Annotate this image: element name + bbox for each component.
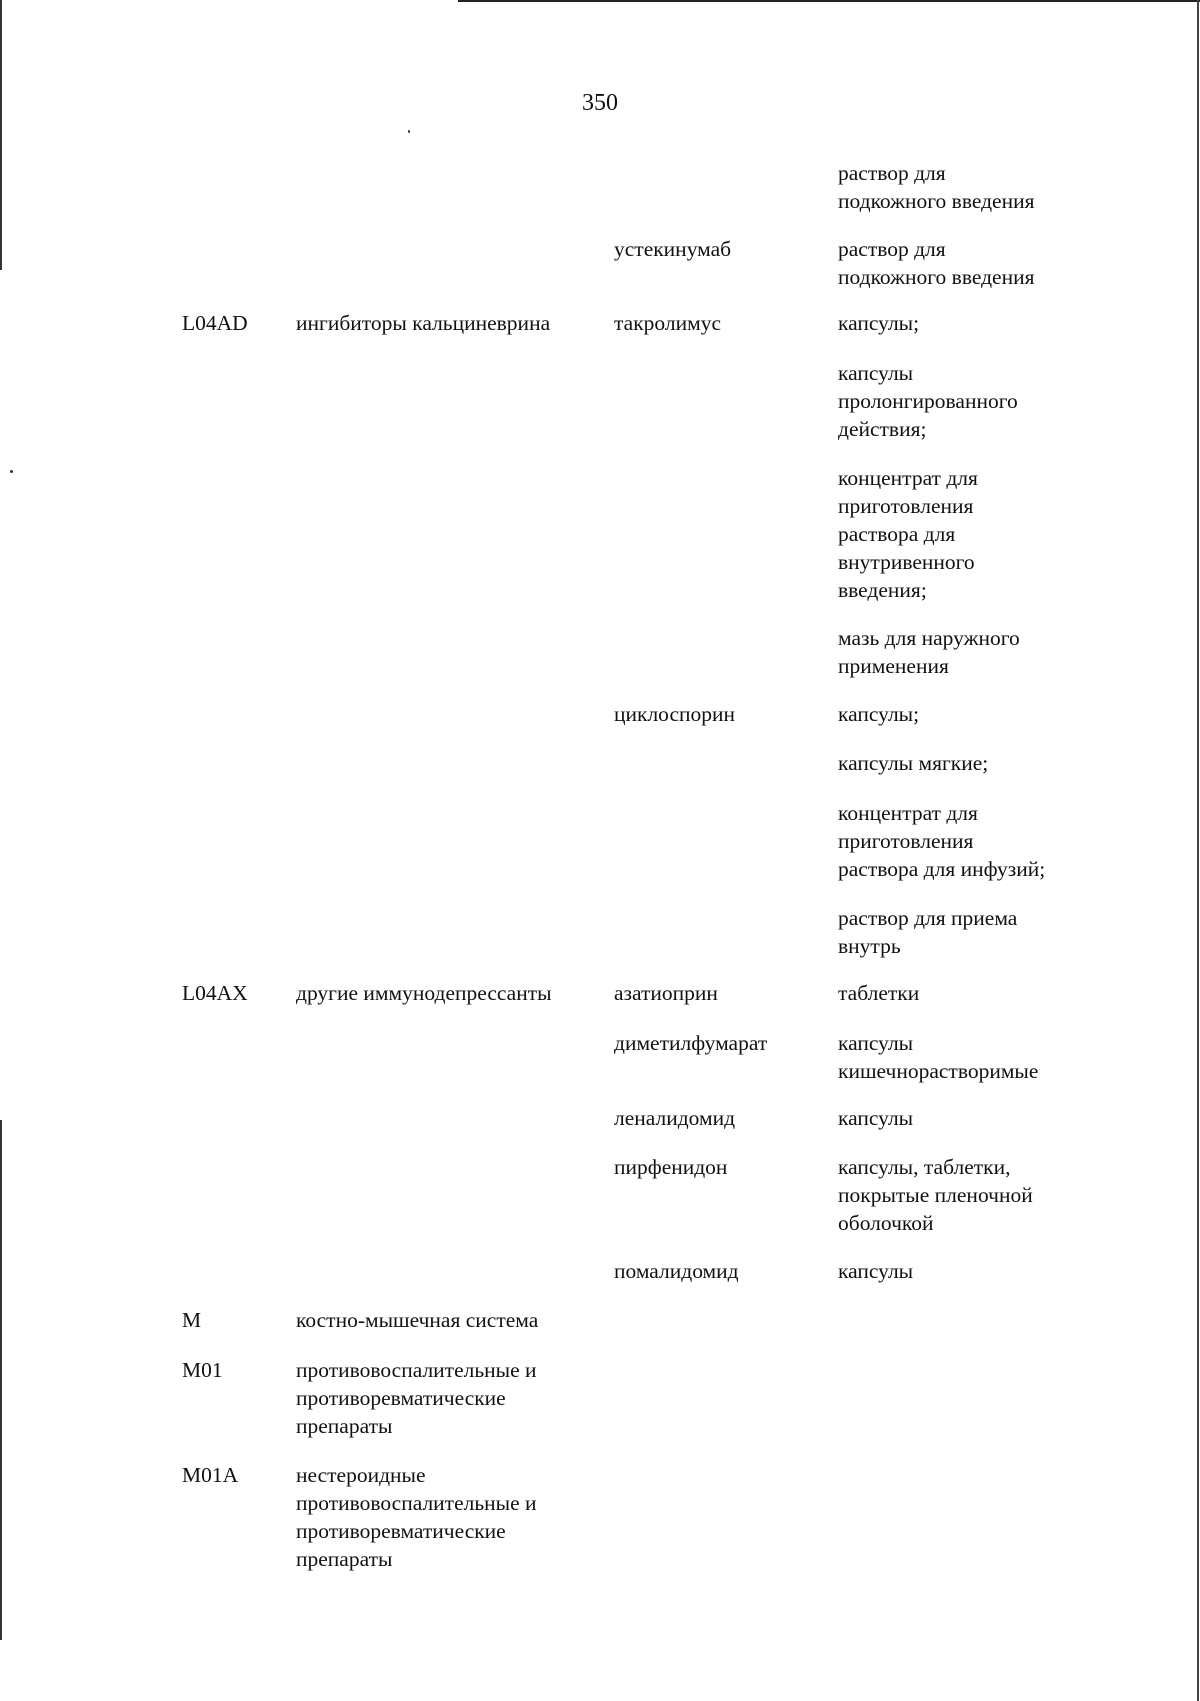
drug-name: пирфенидон <box>614 1155 728 1179</box>
dosage-form: капсулы <box>838 1106 914 1130</box>
dosage-form: капсулы кишечнорастворимые <box>838 1031 1039 1083</box>
drug-name: такролимус <box>614 311 721 335</box>
dosage-form: капсулы мягкие; <box>838 751 989 775</box>
scan-speck <box>10 470 13 473</box>
atc-group: костно-мышечная система <box>296 1308 539 1332</box>
dosage-form: концентрат для приготовления раствора для инфузий; <box>838 801 1046 881</box>
dosage-form: раствор для подкожного введения <box>838 161 1035 213</box>
dosage-form: таблетки <box>838 981 920 1005</box>
atc-code: M <box>182 1308 202 1332</box>
drug-name: леналидомид <box>614 1106 736 1130</box>
page-number: 350 <box>582 90 618 116</box>
scan-edge-left-lower <box>0 1120 2 1640</box>
dosage-form: капсулы; <box>838 702 920 726</box>
drug-name: помалидомид <box>614 1259 739 1283</box>
dosage-form: концентрат для приготовления раствора для внутривенного введения; <box>838 466 978 602</box>
dosage-form: капсулы; <box>838 311 920 335</box>
drug-name: циклоспорин <box>614 702 736 726</box>
atc-code: M01 <box>182 1358 223 1382</box>
atc-group: другие иммунодепрессанты <box>296 981 552 1005</box>
drug-name: диметилфумарат <box>614 1031 768 1055</box>
scan-edge-left <box>0 0 2 270</box>
dosage-form: капсулы пролонгированного действия; <box>838 361 1018 441</box>
atc-group: ингибиторы кальциневрина <box>296 311 551 335</box>
dosage-form: капсулы <box>838 1259 914 1283</box>
atc-code: M01A <box>182 1463 239 1487</box>
atc-group: нестероидные противовоспалительные и противоревматические препараты <box>296 1463 537 1571</box>
dosage-form: раствор для приема внутрь <box>838 906 1018 958</box>
scan-speck <box>408 130 410 133</box>
dosage-form: капсулы, таблетки, покрытые пленочной оболочкой <box>838 1155 1033 1235</box>
dosage-form: раствор для подкожного введения <box>838 237 1035 289</box>
atc-group: противовоспалительные и противоревматические препараты <box>296 1358 537 1438</box>
drug-name: азатиоприн <box>614 981 718 1005</box>
atc-code: L04AD <box>182 311 248 335</box>
dosage-form: мазь для наружного применения <box>838 626 1020 678</box>
scan-edge-top <box>458 0 1200 2</box>
atc-code: L04AX <box>182 981 248 1005</box>
drug-name: устекинумаб <box>614 237 732 261</box>
